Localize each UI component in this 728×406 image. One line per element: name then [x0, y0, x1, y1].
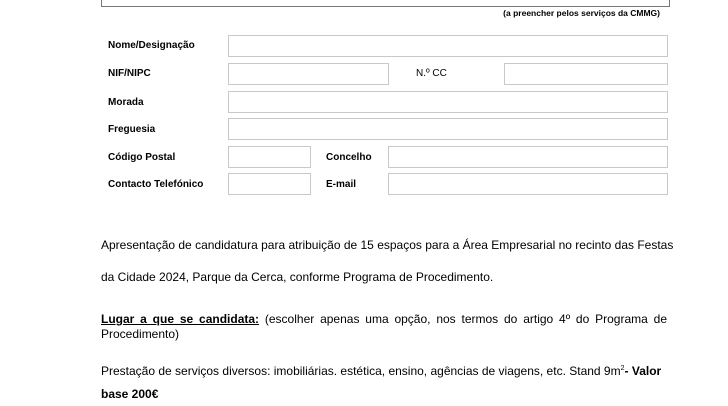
- name-label: Nome/Designação: [108, 40, 195, 51]
- postal-code-label: Código Postal: [108, 152, 176, 163]
- services-note: (a preencher pelos serviços da CMMG): [503, 8, 660, 18]
- services-box[interactable]: [101, 0, 670, 7]
- parish-field[interactable]: [228, 118, 668, 140]
- value-amount: base 200€: [101, 387, 159, 401]
- place-description: (escolher apenas uma opção, nos termos do artigo 4º do Programa de Procedimento): [101, 312, 667, 341]
- value-label: Valor: [631, 364, 662, 378]
- services-dash: -: [624, 364, 629, 378]
- nif-label: NIF/NIPC: [108, 68, 151, 79]
- cc-label: N.º CC: [416, 68, 447, 79]
- place-paragraph: [101, 312, 667, 342]
- council-label: Concelho: [326, 152, 372, 163]
- phone-label: Contacto Telefónico: [108, 179, 204, 190]
- address-field[interactable]: [228, 91, 668, 113]
- postal-code-field[interactable]: [228, 146, 311, 168]
- council-field[interactable]: [388, 146, 668, 168]
- address-label: Morada: [108, 97, 144, 108]
- email-field[interactable]: [388, 173, 668, 195]
- intro-line-2: da Cidade 2024, Parque da Cerca, conforme Programa de Procedimento.: [101, 270, 494, 284]
- email-label: E-mail: [326, 179, 357, 190]
- phone-field[interactable]: [228, 173, 311, 195]
- parish-label: Freguesia: [108, 124, 156, 135]
- name-field[interactable]: [228, 35, 668, 57]
- nif-field[interactable]: [228, 63, 389, 85]
- cc-field[interactable]: [504, 63, 668, 85]
- services-paragraph: [101, 360, 667, 406]
- services-superscript: 2: [620, 365, 625, 372]
- intro-line-1: Apresentação de candidatura para atribuição de 15 espaços para a Área Empresarial no recinto das Festas: [101, 238, 674, 252]
- services-text: Prestação de serviços diversos: imobiliárias. estética, ensino, agências de viagens, etc. Stand 9m: [101, 364, 621, 378]
- place-title: Lugar a que se candidata:: [101, 312, 260, 326]
